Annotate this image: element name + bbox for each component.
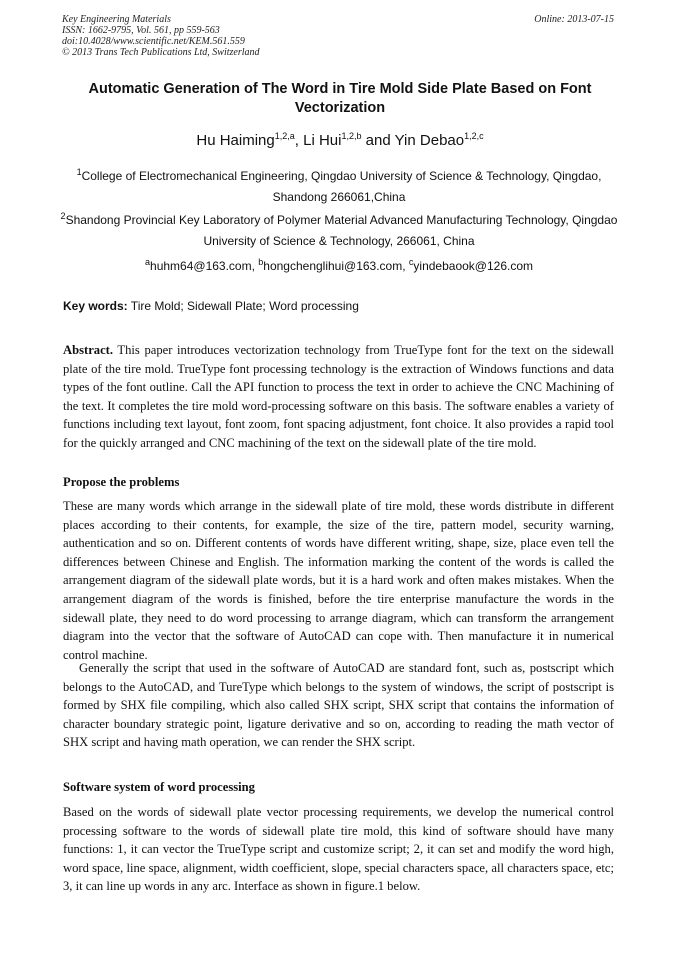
author-list <box>40 131 640 151</box>
affiliation-text: College of Electromechanical Engineering, Qingdao University of Science & Technology, Qingdao, Shandong 266061,China <box>81 169 602 204</box>
email-sep: , <box>251 259 259 273</box>
email-line <box>56 257 622 275</box>
journal-name: Key Engineering Materials <box>62 14 171 25</box>
author-sup: 1,2,a <box>274 131 295 141</box>
affiliation-sup: 2 <box>60 211 66 221</box>
journal-header <box>62 14 260 58</box>
abstract <box>63 341 614 453</box>
keywords <box>63 298 359 314</box>
email-sep: , <box>402 259 409 273</box>
author-name: Yin Debao <box>394 132 465 149</box>
affiliation-sup: 1 <box>76 167 82 177</box>
abstract-label: Abstract. <box>63 343 114 357</box>
author-sup: 1,2,c <box>464 131 484 141</box>
keywords-text: Tire Mold; Sidewall Plate; Word processing <box>127 299 359 313</box>
email-link[interactable]: hongchenglihui@163.com <box>263 259 403 273</box>
copyright-line: © 2013 Trans Tech Publications Ltd, Switzerland <box>62 47 260 58</box>
online-date: Online: 2013-07-15 <box>534 14 614 25</box>
email-sup: b <box>258 257 264 267</box>
paragraph: Generally the script that used in the software of AutoCAD are standard font, such as, postscript which belongs to the AutoCAD, and TureType which belongs to the system of windows, the script of postscript is formed by SHX file compiling, which also called SHX script, SHX script that contains the information of character boundary strategic point, ligature derivative and so on, according to reading the math vector of SHX script and having math operation, we can render the SHX script. <box>63 661 614 750</box>
email-link[interactable]: huhm64@163.com <box>150 259 252 273</box>
affiliation-text: Shandong Provincial Key Laboratory of Polymer Material Advanced Manufacturing Technology, Qingdao University of Science & Technology, 266061, China <box>65 213 618 248</box>
affiliation-2 <box>56 210 622 252</box>
affiliation-1 <box>56 166 622 208</box>
author-sep: and <box>361 132 395 149</box>
doi-line: doi:10.4028/www.scientific.net/KEM.561.559 <box>62 36 245 47</box>
author-sup: 1,2,b <box>341 131 362 141</box>
paragraph: Based on the words of sidewall plate vector processing requirements, we develop the numerical control processing software to the words of sidewall plate tire mold, this kind of software should have many functions: 1, it can vector the TrueType script and customize script; 2, it can set and modify the word high, word space, line space, alignment, width coefficient, slope, special characters space, all characters space, etc; 3, it can line up words in any arc. Interface as shown in figure.1 below. <box>63 805 614 894</box>
keywords-label: Key words: <box>63 299 128 313</box>
email-link[interactable]: yindebaook@126.com <box>413 259 533 273</box>
author-sep: , <box>294 132 304 149</box>
paragraph: These are many words which arrange in the sidewall plate of tire mold, these words distribute in different places according to their contents, for example, the size of the tire, pattern model, security warning, authentication and so on. Different contents of words have different writing, shape, size, place even tell the differences between Chinese and English. The information marking the content of the words is called the arrangement diagram of the sidewall plate words, but it is a hard work and often makes mistakes. When the arrangement diagram of the words is finished, before the tire enterprise manufacture the words in the sidewall plate, they need to do word processing to arrange diagram, which can transform the arrangement diagram into the vector that the software of AutoCAD can cope with. Then manufacture it in numerical control machine. <box>63 499 614 662</box>
section-heading: Software system of word processing <box>63 780 255 794</box>
paper-title: Automatic Generation of The Word in Tire Mold Side Plate Based on Font Vectorization <box>88 81 592 116</box>
author-name: Li Hui <box>303 132 342 149</box>
email-sup: c <box>408 257 414 267</box>
email-sup: a <box>145 257 151 267</box>
author-name: Hu Haiming <box>196 132 275 149</box>
issn-line: ISSN: 1662-9795, Vol. 561, pp 559-563 <box>62 25 220 36</box>
abstract-text: This paper introduces vectorization technology from TrueType font for the text on the sidewall plate of the tire mold. TrueType font processing technology is the extraction of Windows functions and data types of the font outline. Call the API function to process the text in order to achieve the CNC Machining of the text. It completes the tire mold word-processing software on this basis. The software enables a variety of functions including text layout, font zoom, font spacing adjustment, font choice. It also provides a rapid tool for the quickly arranged and CNC machining of the text on the sidewall plate of the tire mold. <box>63 343 614 450</box>
section-heading: Propose the problems <box>63 475 180 489</box>
